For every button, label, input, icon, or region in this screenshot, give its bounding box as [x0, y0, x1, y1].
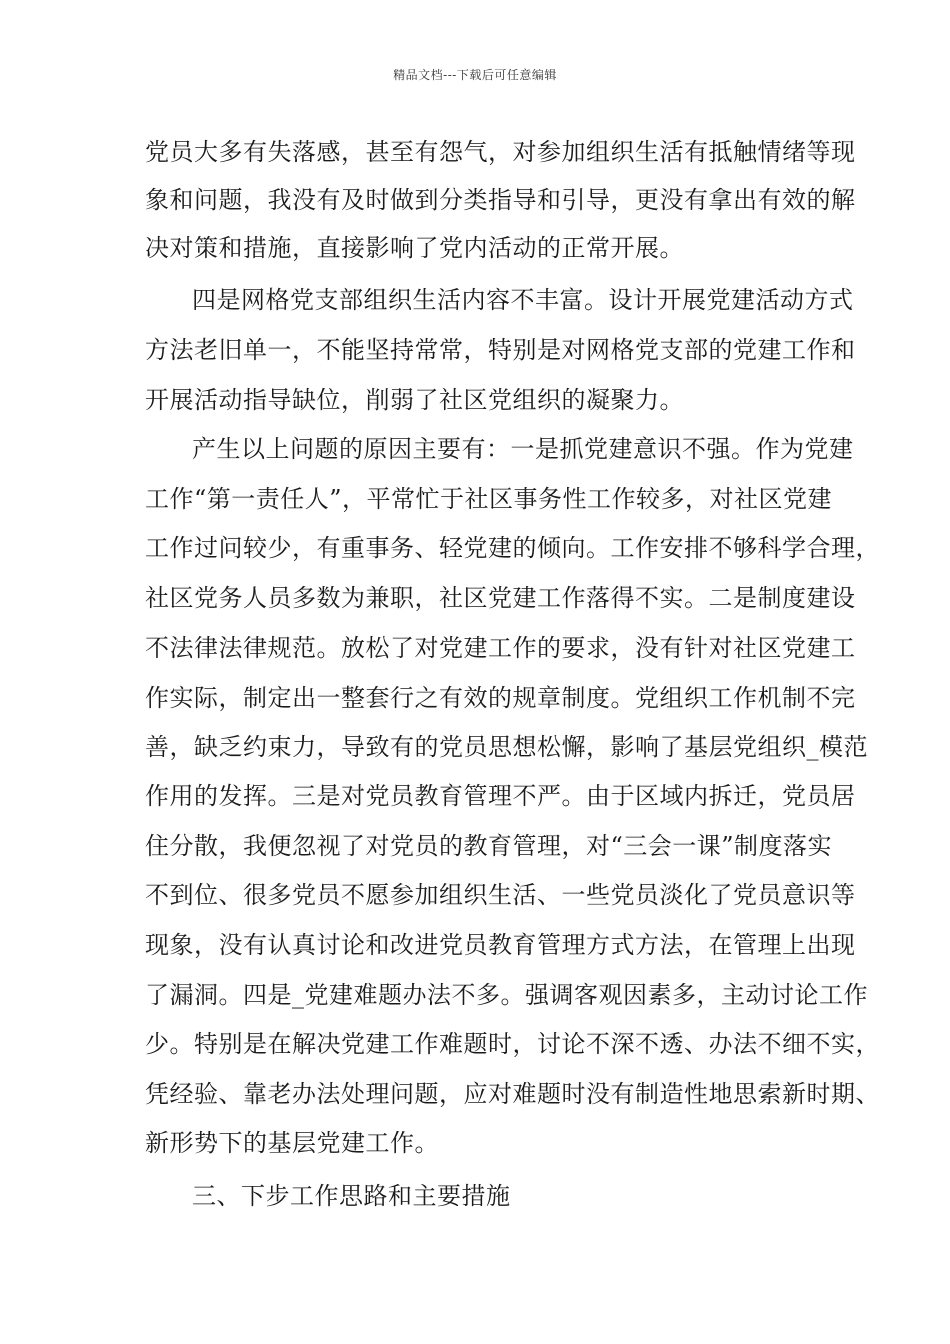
body-line: 不法律法律规范。放松了对党建工作的要求，没有针对社区党建工 — [145, 634, 856, 662]
body-line: 工作“第一责任人”，平常忙于社区事务性工作较多，对社区党建 — [145, 485, 833, 513]
body-line: 开展活动指导缺位，削弱了社区党组织的凝聚力。 — [145, 386, 684, 414]
paragraph-start-line: 四是网格党支部组织生活内容不丰富。设计开展党建活动方式 — [192, 286, 854, 314]
body-line: 现象，没有认真讨论和改进党员教育管理方式方法，在管理上出现 — [145, 931, 856, 959]
body-line: 党员大多有失落感，甚至有怨气，对参加组织生活有抵触情绪等现 — [145, 138, 856, 166]
body-line: 作实际，制定出一整套行之有效的规章制度。党组织工作机制不完 — [145, 684, 856, 712]
body-line: 少。特别是在解决党建工作难题时，讨论不深不透、办法不细不实， — [145, 1030, 880, 1058]
body-line: 决对策和措施，直接影响了党内活动的正常开展。 — [145, 234, 684, 262]
body-line: 社区党务人员多数为兼职，社区党建工作落得不实。二是制度建设 — [145, 584, 856, 612]
body-line: 不到位、很多党员不愿参加组织生活、一些党员淡化了党员意识等 — [145, 881, 856, 909]
body-line: 象和问题，我没有及时做到分类指导和引导，更没有拿出有效的解 — [145, 186, 856, 214]
body-line: 住分散，我便忽视了对党员的教育管理，对“三会一课”制度落实 — [145, 832, 833, 860]
body-line: 了漏洞。四是_党建难题办法不多。强调客观因素多，主动讨论工作 — [145, 981, 868, 1009]
body-line: 善，缺乏约束力，导致有的党员思想松懈，影响了基层党组织_模范 — [145, 733, 868, 761]
body-line: 工作过问较少，有重事务、轻党建的倾向。工作安排不够科学合理， — [145, 534, 880, 562]
body-line: 新形势下的基层党建工作。 — [145, 1129, 439, 1157]
page-header: 精品文档---下载后可任意编辑 — [393, 68, 557, 82]
body-line: 凭经验、靠老办法处理问题，应对难题时没有制造性地思索新时期、 — [145, 1080, 880, 1108]
body-line: 方法老旧单一，不能坚持常常，特别是对网格党支部的党建工作和 — [145, 336, 856, 364]
paragraph-start-line: 产生以上问题的原因主要有：一是抓党建意识不强。作为党建 — [192, 435, 854, 463]
body-line: 作用的发挥。三是对党员教育管理不严。由于区域内拆迁，党员居 — [145, 782, 856, 810]
section-heading: 三、下步工作思路和主要措施 — [192, 1182, 511, 1210]
